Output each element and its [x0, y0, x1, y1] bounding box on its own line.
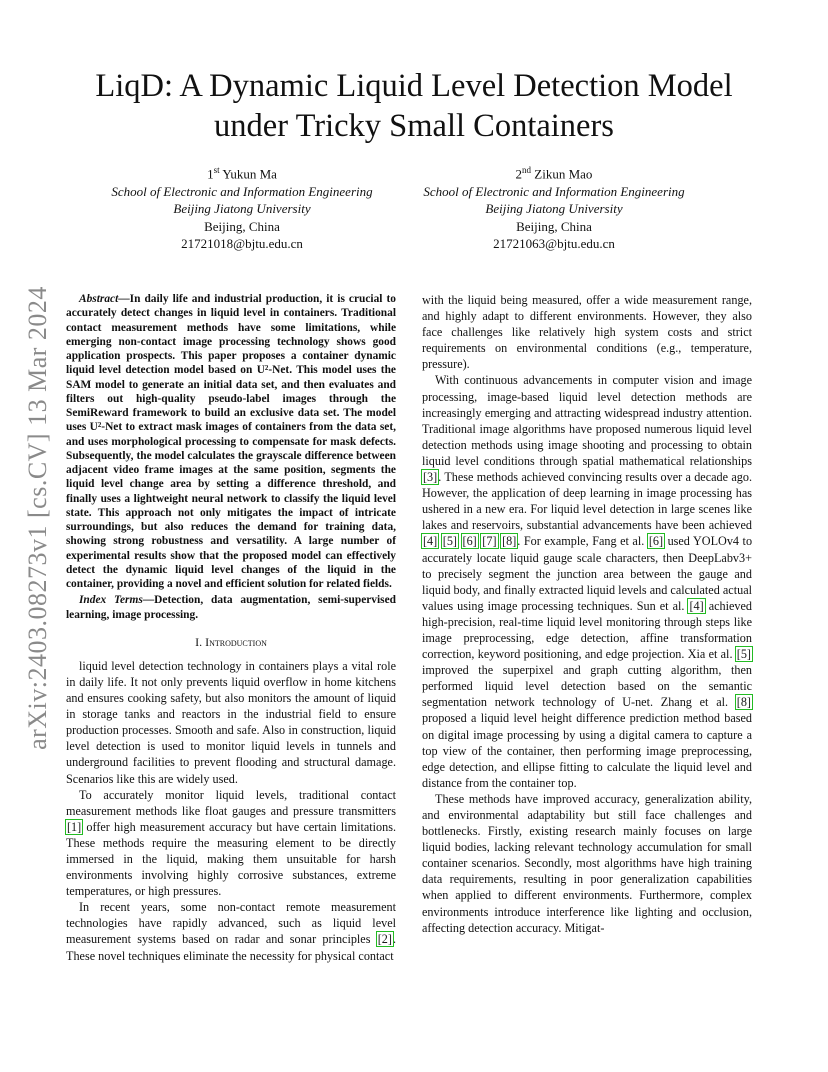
- author-school: School of Electronic and Information Engineering: [423, 183, 685, 199]
- citation-link[interactable]: [3]: [423, 470, 438, 485]
- intro-paragraph-5: These methods have improved accuracy, generalization ability, and environmental adaptability but still face challenges and bottlenecks. Firstly, existing research mainly focuses on large liquid bodies, lacking relevant technology accumulation for small container scenarios. Secondly, most algorithms have high training data requirements, resulting in poor generalization capabilities when applied to different environments. Furthermore, complex environments introduce interference like lighting and occlusion, affecting detection accuracy. Mitigat-: [422, 791, 752, 935]
- arxiv-stamp: [14, 283, 62, 753]
- citation-link[interactable]: [6]: [648, 534, 664, 549]
- author-name: Zikun Mao: [534, 166, 593, 182]
- abstract-text: —In daily life and industrial production, it is crucial to accurately detect changes in liquid level in containers. Traditional contact measurement methods have some limitations, while emerging non-contact image processing technology shows good application prospects. This paper proposes a container dynamic liquid level detection model based on U²-Net. This model uses the SAM model to generate an initial data set, and then evaluates and filters out high-quality pseudo-label images through the SemiReward framework to build an exclusive data set. The model uses U²-Net to extract mask images of containers from the data set, and uses morphological processing to compensate for mask defects. Subsequently, the model calculates the grayscale difference between adjacent video frame images at the same position, segments the liquid level change area by setting a difference threshold, and finally uses a lightweight neural network to classify the liquid level state. This approach not only mitigates the impact of intricate surroundings, but also reduces the demand for training data, showing strong robustness and versatility. A large number of experimental results show that the proposed model can effectively detect the dynamic liquid level changes of the liquid in the container, providing a novel and efficient solution for related fields.: [66, 293, 396, 590]
- author-university: Beijing Jiatong University: [485, 201, 623, 217]
- author-block-2: [384, 162, 724, 252]
- author-city: Beijing, China: [204, 218, 280, 234]
- citation-link[interactable]: [2]: [377, 932, 392, 947]
- citation-link[interactable]: [4]: [423, 534, 438, 549]
- arxiv-stamp-text: arXiv:2403.08273v1 [cs.CV] 13 Mar 2024: [23, 286, 52, 750]
- abstract-label: Abstract: [79, 293, 119, 305]
- author-university: Beijing Jiatong University: [173, 201, 311, 217]
- citation-link[interactable]: [1]: [67, 819, 82, 834]
- author-email: 21721018@bjtu.edu.cn: [181, 235, 303, 251]
- index-terms: [66, 593, 396, 622]
- section-heading: I. Introduction: [195, 634, 267, 649]
- paper-title-line-1: LiqD: A Dynamic Liquid Level Detection Model: [95, 68, 733, 104]
- left-column: [66, 292, 396, 964]
- paper-title-line-2: under Tricky Small Containers: [214, 108, 614, 144]
- author-block-1: [72, 162, 412, 252]
- right-column: [422, 292, 752, 936]
- intro-paragraph-4: With continuous advancements in computer vision and image processing, image-based liquid level detection methods are increasingly emerging and attracting widespread industry attention. Traditional image algorithms have proposed numerous liquid level detection methods using image shooting and processing to obtain liquid level conditions through spatial mathematical relationships [3]. These methods achieved convincing results over a decade ago. However, the application of deep learning in image processing has ushered in a new era. For liquid level detection in large scenes like lakes and reservoirs, substantial advancements have been achieved [4] [5] [6] [7] [8]. For example, Fang et al. [6] used YOLOv4 to accurately locate liquid gauge scale characters, then DeepLabv3+ to precisely segment the junction area between the gauge and liquid body, and finally extracted liquid levels and calculated actual values using image processing techniques. Sun et al. [4] achieved high-precision, real-time liquid level monitoring through steps like image preprocessing, edge detection, affine transformation correction, keyword positioning, and edge projection. Xia et al. [5] improved the superpixel and graph cutting algorithm, then performed liquid level detection based on the semantic segmentation network technology of U-net. Zhang et al. [8] proposed a liquid level height difference prediction method based on digital image processing by using a digital camera to capture a top view of the container, then performing image preprocessing, edge detection, and ellipse fitting to calculate the liquid level and distance from the container top.: [422, 373, 753, 790]
- abstract: [66, 292, 396, 591]
- author-email: 21721063@bjtu.edu.cn: [493, 235, 615, 251]
- intro-paragraph-3-continued: with the liquid being measured, offer a wide measurement range, and highly adapt to different environments. However, they also face challenges like relatively high system costs and strict requirements on environmental conditions (e.g., temperature, pressure).: [422, 293, 752, 372]
- citation-link[interactable]: [7]: [482, 534, 497, 549]
- author-name: Yukun Ma: [222, 166, 277, 182]
- intro-paragraph-2: To accurately monitor liquid levels, traditional contact measurement methods like float gauges and pressure transmitters [1] offer high measurement accuracy but have certain limitations. These methods require the measuring element to be directly immersed in the liquid, making them unsuitable for harsh environments involving highly corrosive substances, extreme temperatures, or high pressures.: [66, 787, 396, 899]
- author-name-line: 2nd Zikun Mao: [515, 165, 593, 182]
- citation-link[interactable]: [8]: [502, 534, 517, 549]
- author-school: School of Electronic and Information Engineering: [111, 183, 373, 199]
- author-name-line: 1st Yukun Ma: [207, 165, 277, 182]
- author-city: Beijing, China: [516, 218, 592, 234]
- citation-link[interactable]: [8]: [736, 695, 751, 710]
- index-terms-label: Index Terms: [79, 594, 143, 607]
- intro-paragraph-3: In recent years, some non-contact remote measurement technologies have rapidly advanced, such as liquid level measurement systems based on radar and sonar principles [2]. These novel techniques eliminate the necessity for physical contact: [66, 900, 396, 963]
- citation-link[interactable]: [5]: [442, 534, 457, 549]
- citation-link[interactable]: [6]: [462, 534, 477, 549]
- intro-paragraph-1: liquid level detection technology in containers plays a vital role in daily life. It not only prevents liquid overflow in home kitchens and ensures cooking safety, but also monitors the amount of liquid in storage tanks and reactors in the industrial field to ensure production processes. Smooth and safe. Also in construction, liquid level detection is used to monitor liquid levels in tunnels and underground facilities to prevent flooding and structural damage. Scenarios like this are widely used.: [66, 658, 396, 786]
- paper-title: [60, 66, 768, 146]
- citation-link[interactable]: [4]: [689, 598, 704, 613]
- citation-link[interactable]: [5]: [736, 647, 751, 662]
- index-terms-text: —Detection, data augmentation, semi-supervised learning, image processing.: [66, 594, 396, 621]
